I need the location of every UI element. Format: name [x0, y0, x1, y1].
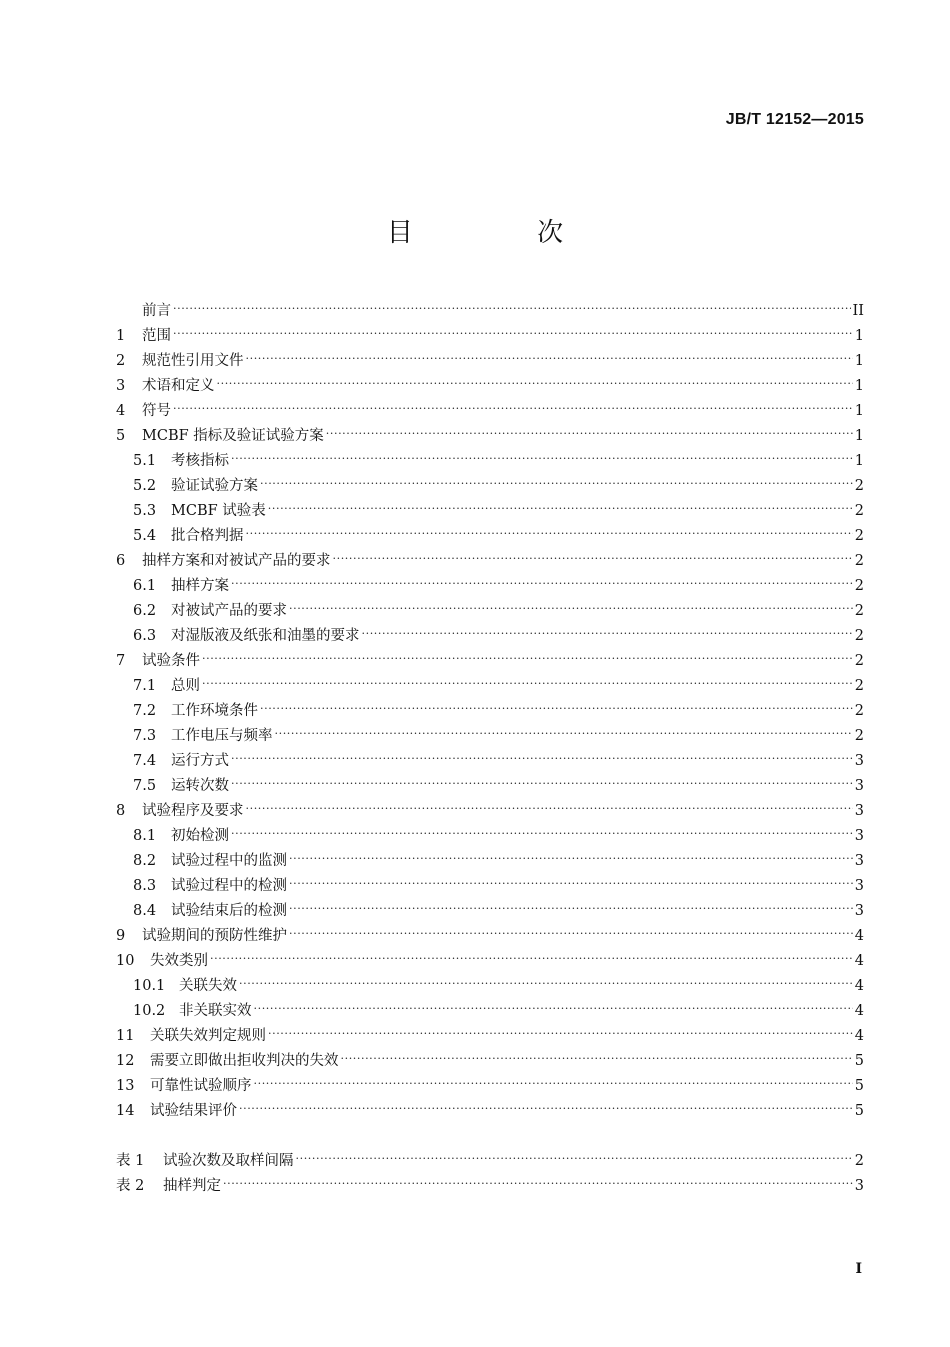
toc-entry-number: 7.1: [133, 678, 157, 694]
page-title: 目 次: [386, 218, 622, 248]
toc-entry-page: 2: [854, 728, 864, 744]
toc-entry-number: 10.1: [133, 978, 166, 994]
toc-entry-label: 总则: [171, 678, 200, 694]
toc-entry-page: 1: [854, 453, 864, 469]
toc-entry-number: 8.1: [133, 828, 157, 844]
toc-table-entry[interactable]: [116, 1165, 864, 1194]
toc-entry[interactable]: [116, 390, 864, 419]
toc-entry-number: 6.3: [133, 628, 157, 644]
toc-entry-number: 4: [116, 403, 126, 419]
toc-entry-number: 6: [116, 553, 126, 569]
dot-leader: [362, 615, 853, 640]
toc-entry-label: MCBF 指标及验证试验方案: [142, 428, 324, 444]
toc-entry-number: 14: [116, 1103, 135, 1119]
toc-entry-label: 初始检测: [171, 828, 229, 844]
dot-leader: [289, 865, 853, 890]
toc-entry[interactable]: [116, 315, 864, 344]
toc-entry-page: 1: [854, 353, 864, 369]
toc-entry-page: 4: [854, 1028, 864, 1044]
dot-leader: [333, 540, 853, 565]
dot-leader: [223, 1165, 853, 1190]
dot-leader: [231, 565, 853, 590]
toc-entry-label: 试验期间的预防性维护: [142, 928, 287, 944]
toc-entry-page: 4: [854, 953, 864, 969]
toc-entry[interactable]: [116, 340, 864, 369]
toc-entry-label: 试验条件: [142, 653, 200, 669]
toc-entry-number: 13: [116, 1078, 135, 1094]
toc-entry-number: 7.2: [133, 703, 157, 719]
toc-entry-number: 8.2: [133, 853, 157, 869]
toc-entry-number: 7: [116, 653, 126, 669]
toc-entry-label: 前言: [142, 303, 171, 319]
toc-entry[interactable]: [116, 640, 864, 669]
toc-entry-number: 5.2: [133, 478, 157, 494]
dot-leader: [296, 1140, 853, 1165]
toc-entry-label: 抽样方案: [171, 578, 229, 594]
dot-leader: [289, 890, 853, 915]
toc-entry-label: 试验过程中的检测: [171, 878, 287, 894]
dot-leader: [254, 990, 853, 1015]
toc-entry-number: 7.3: [133, 728, 157, 744]
toc-entry-page: 2: [854, 553, 864, 569]
toc-entry-page: 5: [854, 1103, 864, 1119]
toc-entry-label: 关联失效判定规则: [150, 1028, 266, 1044]
toc-table-entry[interactable]: [116, 1140, 864, 1169]
toc-entry-page: 1: [854, 428, 864, 444]
toc-entry[interactable]: [116, 940, 864, 969]
toc-entry-label: 抽样方案和对被试产品的要求: [142, 553, 331, 569]
dot-leader: [210, 940, 853, 965]
toc-entry[interactable]: [116, 365, 864, 394]
dot-leader: [239, 965, 853, 990]
dot-leader: [231, 765, 853, 790]
toc-entry-page: II: [852, 303, 864, 319]
toc-entry-number: 表 2: [116, 1178, 145, 1194]
toc-entry-page: 1: [854, 403, 864, 419]
toc-entry-number: 5.1: [133, 453, 157, 469]
toc-entry[interactable]: [116, 690, 864, 719]
dot-leader: [268, 1015, 853, 1040]
toc-entry-number: 12: [116, 1053, 135, 1069]
toc-entry-page: 3: [854, 853, 864, 869]
dot-leader: [217, 365, 853, 390]
toc-entry-number: 6.2: [133, 603, 157, 619]
toc-entry-number: 5: [116, 428, 126, 444]
toc-entry-label: 范围: [142, 328, 171, 344]
dot-leader: [289, 840, 853, 865]
toc-entry-page: 3: [854, 828, 864, 844]
toc-entry-page: 2: [854, 1153, 864, 1169]
toc-entry-label: 验证试验方案: [171, 478, 258, 494]
dot-leader: [231, 440, 853, 465]
toc-entry-number: 9: [116, 928, 126, 944]
toc-entry-page: 2: [854, 628, 864, 644]
dot-leader: [289, 915, 853, 940]
toc-entry-page: 3: [854, 778, 864, 794]
toc-entry-number: 5.3: [133, 503, 157, 519]
toc-entry-label: 抽样判定: [163, 1178, 221, 1194]
toc-entry-page: 2: [854, 478, 864, 494]
toc-entry-label: 运行方式: [171, 753, 229, 769]
dot-leader: [246, 790, 853, 815]
toc-entry[interactable]: [116, 290, 864, 319]
toc-entry[interactable]: [116, 665, 864, 694]
dot-leader: [260, 465, 853, 490]
toc-entry-page: 3: [854, 753, 864, 769]
toc-entry-number: 表 1: [116, 1153, 145, 1169]
dot-leader: [231, 815, 853, 840]
toc-entry-page: 2: [854, 578, 864, 594]
toc-entry-page: 2: [854, 528, 864, 544]
toc-entry-label: 试验过程中的监测: [171, 853, 287, 869]
toc-entry[interactable]: [116, 965, 864, 994]
dot-leader: [341, 1040, 853, 1065]
toc-entry-page: 2: [854, 678, 864, 694]
dot-leader: [275, 715, 853, 740]
toc-entry-page: 4: [854, 1003, 864, 1019]
toc-entry-page: 2: [854, 603, 864, 619]
toc-entry-page: 1: [854, 328, 864, 344]
toc-entry-number: 10.2: [133, 1003, 166, 1019]
toc-entry-label: 批合格判据: [171, 528, 244, 544]
toc-entry-page: 3: [854, 1178, 864, 1194]
dot-leader: [239, 1090, 853, 1115]
toc-entry-label: 试验次数及取样间隔: [163, 1153, 294, 1169]
dot-leader: [246, 515, 853, 540]
toc-entry-page: 3: [854, 878, 864, 894]
dot-leader: [173, 315, 853, 340]
toc-entry-page: 2: [854, 653, 864, 669]
toc-entry-number: 8.3: [133, 878, 157, 894]
toc-entry-label: 规范性引用文件: [142, 353, 244, 369]
dot-leader: [289, 590, 853, 615]
dot-leader: [246, 340, 853, 365]
toc-entry-label: 需要立即做出拒收判决的失效: [150, 1053, 339, 1069]
toc-entry-number: 10: [116, 953, 135, 969]
toc-entry-label: 工作环境条件: [171, 703, 258, 719]
dot-leader: [254, 1065, 853, 1090]
toc-entry-page: 5: [854, 1078, 864, 1094]
toc-entry-number: 7.4: [133, 753, 157, 769]
toc-entry-number: 5.4: [133, 528, 157, 544]
toc-entry-label: 对被试产品的要求: [171, 603, 287, 619]
toc-entry-label: 对湿版液及纸张和油墨的要求: [171, 628, 360, 644]
toc-entry-number: 2: [116, 353, 126, 369]
toc-entry-label: 符号: [142, 403, 171, 419]
toc-entry-page: 2: [854, 503, 864, 519]
toc-entry-page: 1: [854, 378, 864, 394]
toc-entry-page: 3: [854, 803, 864, 819]
toc-entry-label: 工作电压与频率: [171, 728, 273, 744]
toc-entry-number: 6.1: [133, 578, 157, 594]
toc-entry-label: 考核指标: [171, 453, 229, 469]
toc-entry-label: 失效类别: [150, 953, 208, 969]
toc-entry-page: 5: [854, 1053, 864, 1069]
standard-code: JB/T 12152—2015: [725, 111, 864, 128]
dot-leader: [260, 690, 853, 715]
toc-entry-label: 试验程序及要求: [142, 803, 244, 819]
toc-entry-label: 可靠性试验顺序: [150, 1078, 252, 1094]
dot-leader: [173, 290, 851, 315]
toc-entry-number: 8.4: [133, 903, 157, 919]
dot-leader: [202, 640, 853, 665]
toc-entry-page: 2: [854, 703, 864, 719]
toc-entry[interactable]: [116, 415, 864, 444]
toc-entry-label: 术语和定义: [142, 378, 215, 394]
toc-entry-number: 1: [116, 328, 126, 344]
table-of-contents: [116, 290, 864, 1194]
toc-entry-number: 11: [116, 1028, 135, 1044]
toc-entry-label: 试验结束后的检测: [171, 903, 287, 919]
toc-entry-label: 非关联实效: [179, 1003, 252, 1019]
toc-entry-page: 3: [854, 903, 864, 919]
toc-entry-label: 运转次数: [171, 778, 229, 794]
dot-leader: [326, 415, 853, 440]
page-number: I: [855, 1261, 862, 1277]
toc-entry-label: 试验结果评价: [150, 1103, 237, 1119]
dot-leader: [173, 390, 853, 415]
toc-entry-page: 4: [854, 978, 864, 994]
toc-entry-number: 7.5: [133, 778, 157, 794]
toc-entry-label: 关联失效: [179, 978, 237, 994]
dot-leader: [231, 740, 853, 765]
toc-entry-number: 8: [116, 803, 126, 819]
dot-leader: [268, 490, 853, 515]
toc-entry-page: 4: [854, 928, 864, 944]
dot-leader: [202, 665, 853, 690]
toc-entry-label: MCBF 试验表: [171, 503, 266, 519]
toc-entry-number: 3: [116, 378, 126, 394]
